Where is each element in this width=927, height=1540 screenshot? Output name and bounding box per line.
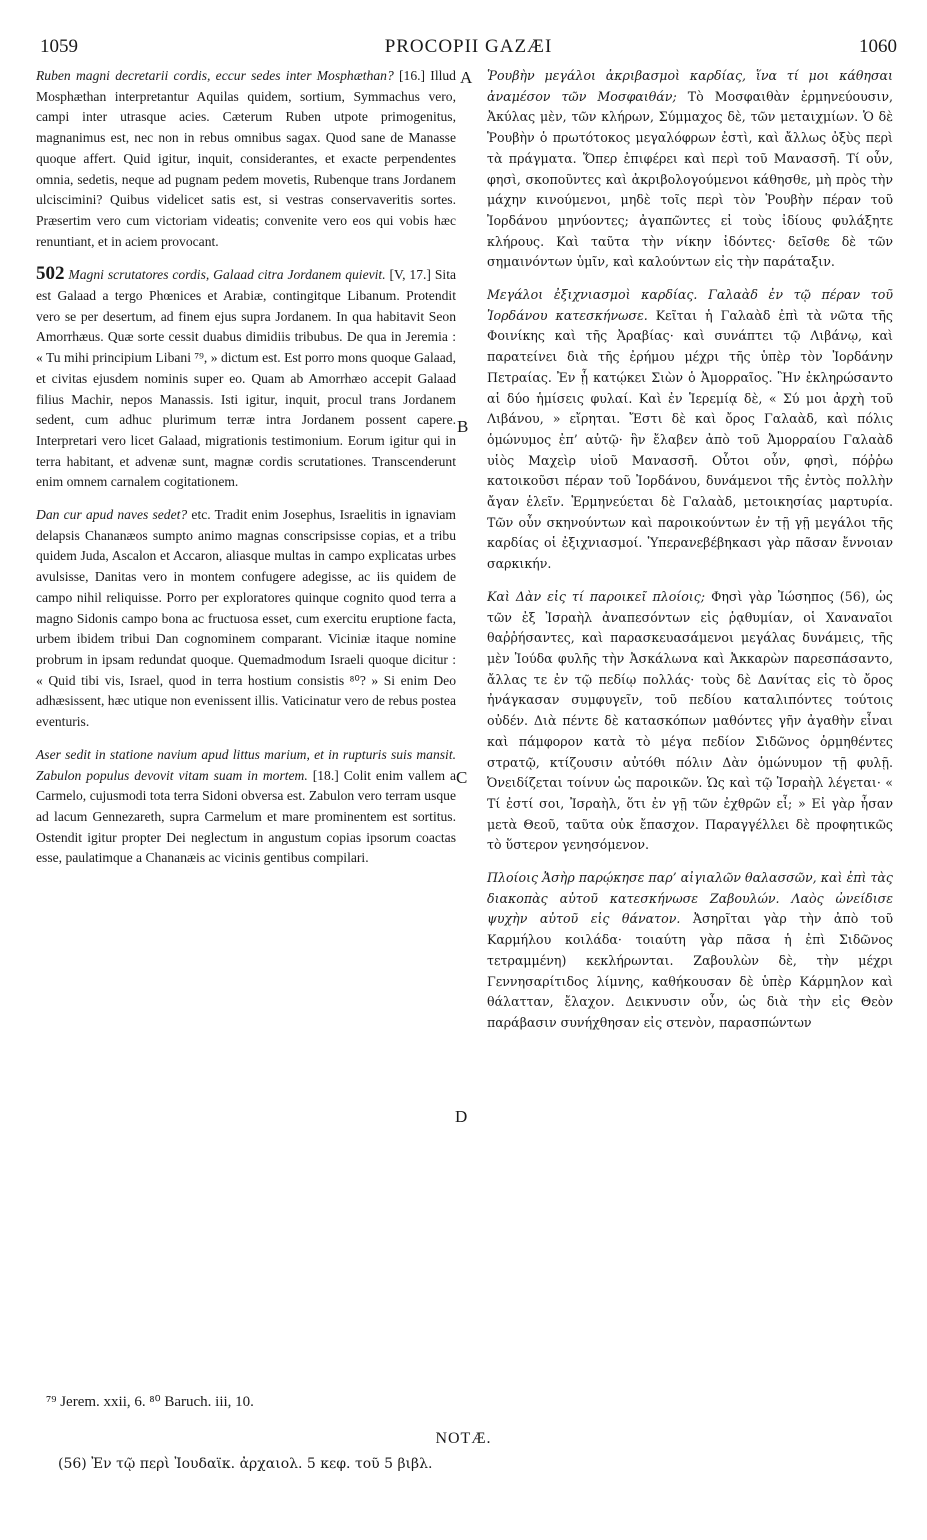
greek-paragraph: [487, 868, 893, 1034]
lemma: Ruben magni decretarii cordis, eccur sedes inter Mosphæthan?: [36, 68, 394, 83]
margin-mark-d: D: [455, 1107, 468, 1126]
paragraph-text: [16.] Illud Mosphæthan interpretantur Aquilas quidem, sortium, Symmachus vero, campi inter utrasque acies. Cæterum Ruben utpote primogenitus, magnanimus est, nec non in rebus omnibus sagax. Quod sane de Manasse quoque affert. Quid igitur, inquit, considerantes, et exacte perpendentes omnia, sedetis, neque ad pugnam pedem movetis, Rubenque trans Jordanem ulciscimini? Quibus videlicet satis est, si vestras conservaveritis sortes. Præsertim vero cum victoriam videatis; convenite vero eos qui vobis hæc renuntiant, et in aciem provocant.: [36, 68, 456, 249]
latin-paragraph: [36, 66, 456, 252]
latin-paragraph: [36, 745, 456, 869]
latin-column: [36, 66, 456, 881]
paragraph-text: [V, 17.] Sita est Galaad a tergo Phœnices et Arabiæ, contingitque Libanum. Protendit vero se per desertum, ad finem ejus supra Jordanem. In qua habitavit Seon Amorrhæus. Quæ sorte cessit duabus dimidiis tribubus. De qua in Jeremia : « Tu mihi principium Libani ⁷⁹, » dictum est. Est porro mons quoque Galaad, et civitas ejusdem nominis super eo. Quam ab Amorrhæo accepit Galaad filius Machir, nepos Manassis. Isti igitur, inquit, procul trans Jordanem sedent, cum adhuc plurimum terræ intra Jordanem possent capere. Interpretari vero licet Galaad, migrationis testimonium. Eorum igitur qui in terra habitant, et advenæ sunt, magnæ cordis scrutationes. Transcenderunt enim omnem carnalem cogitationem.: [36, 267, 457, 490]
margin-mark-c: C: [456, 768, 468, 787]
running-title: PROCOPII GAZÆI: [384, 36, 553, 57]
lemma: Dan cur apud naves sedet?: [36, 507, 188, 523]
greek-paragraph: [487, 587, 893, 856]
greek-paragraph: [487, 66, 893, 273]
margin-mark-b: B: [457, 417, 469, 436]
paragraph-text: Φησὶ γὰρ Ἰώσηπος (56), ὡς τῶν ἐξ Ἰσραὴλ ἀναπεσόντων εἰς ῥᾳθυμίαν, οἱ Χαναναῖοι θαῤῥήσαντες, καὶ παρασκευασάμενοι μεγάλας δυνάμεις, τῆς μὲν Ἰούδα φυλῆς τὴν Ἀσκάλωνα καὶ Ἀκκαρὼν παρεσπάσαντο, ἄλλας τε ἐν τῷ πεδίῳ πολλάς· τοὺς δὲ Δανίτας εἰς τὸ ὄρος ἠνάγκασαν συμφυγεῖν, τοῦ πεδίου καταλιπόντες τούτοις οὐδέν. Διὰ πέντε δὲ κατασκόπων μαθόντες γῆν ἀγαθὴν εἶναι καὶ πάμφορον κατὰ τὸ μέγα πεδίον Σιδῶνος ὁρμηθέντες στρατῷ, κτίζουσιν αὐτόθι πόλιν Δὰν ὁμώνυμον τῇ φυλῇ. Ὀνειδίζεται τοίνυν ὡς παροικῶν. Ὡς καὶ τῷ Ἰσραὴλ λέγεται· « Τί ἐστί σοι, Ἰσραὴλ, ὅτι ἐν γῇ τῶν ἐχθρῶν εἶ; » Εἰ γὰρ ἦσαν μετὰ Θεοῦ, ταῦτα οὐκ ἔπασχον. Παραγγέλλει δὲ προφητικῶς τὸ ὕστερον γενησόμενον.: [487, 588, 893, 853]
notes-title: NOTÆ.: [435, 1430, 492, 1447]
lemma: Καὶ Δὰν εἰς τί παροικεῖ πλοίοις;: [487, 588, 706, 604]
paragraph-text: etc. Tradit enim Josephus, Israelitis in ignaviam delapsis Chananæos sumpto animo magnas conscripsisse copias, et a tribu quidem Juda, Ascalon et Accaron, aliasque multas in campo explicatas urbes avulsisse, Danitas vero in montem confugere adegisse, ac iis quidem de campo nihil reliquisse. Porro per exploratores quinque cognito quod terra a magno Sidonis campo bona ac fructuosa esset, cum exercitu eruptione facta, urbem ibidem tribui Dan cognominem comparant. Viciniæ itaque nomine probrum in ipsam redundat quoque. Quemadmodum Israeli quoque dicitur : « Quid tibi vis, Israel, quod in terra hostium consistis ⁸⁰? » Si enim Deo adhæsissent, hæc utique non evenissent illis. Vaticinatur vero de rebus postea eventuris.: [36, 507, 456, 730]
lemma: Aser sedit in statione navium apud littus marium, et in rupturis suis mansit. Zabulon populus devovit vitam suam in mortem.: [36, 746, 456, 783]
page-header: [40, 36, 897, 60]
paragraph-text: Ἀσηρῖται γὰρ τὴν ἀπὸ τοῦ Καρμήλου κοιλάδα· τοιαύτη γὰρ πᾶσα ἡ ἐπὶ Σιδῶνος τετραμμένη) κεκλήρωνται. Ζαβουλὼν δὲ, τὴν μέχρι Γεννησαρίτιδος λίμνης, καθήκουσαν δὲ ὑπὲρ Κάρμηλον καὶ θάλατταν, ἔλαχον. Δεικνυσιν οὖν, ὡς διὰ τὴν εἰς Θεὸν παράβασιν συνήχθησαν εἰς στενὸν, παρασπώντων: [487, 911, 893, 1030]
page-number-left: 1059: [40, 36, 78, 57]
footnotes: ⁷⁹ Jerem. xxii, 6. ⁸⁰ Baruch. iii, 10.: [46, 1394, 254, 1410]
paragraph-text: [18.] Colit enim vallem a Carmelo, cujusmodi tota terra Sidoni obversa est. Zabulon vero terram usque ad lacum Gennezareth, supra Carmelum et mare prominentem est sortitus. Ostendit igitur propter Dei neglectum in angustum copias ipsorum coactas esse, paulatimque a Chananæis ac vicinis gentibus compilari.: [36, 767, 457, 866]
notes-text: (56) Ἐν τῷ περὶ Ἰουδαϊκ. ἀρχαιολ. 5 κεφ. τοῦ 5 βιβλ.: [58, 1456, 433, 1472]
page-number-right: 1060: [859, 36, 897, 57]
latin-paragraph: [36, 505, 456, 733]
margin-mark-a: A: [460, 68, 473, 87]
greek-paragraph: [487, 285, 893, 575]
greek-column: [487, 66, 893, 1046]
paragraph-text: Τὸ Μοσφαιθὰν ἑρμηνεύουσιν, Ἀκύλας μὲν, τῶν κλήρων, Σύμμαχος δὲ, τῶν μεταιχμίων. Ὁ δὲ Ῥουβὴν ὁ πρωτότοκος μεγαλόφρων ἐστὶ, καὶ ἄλλως ὀξὺς περὶ τὰ πράγματα. Ὅπερ ἐπιφέρει καὶ περὶ τοῦ Μανασσῆ. Τί οὖν, φησὶ, σκοποῦντες καὶ ἀκριβολογούμενοι κάθησθε, μὴ πρὸς τὴν μάχην κινούμενοι, μηδὲ τοῖς περὶ τὸν Ῥουβὴν πέραν τοῦ Ἰορδάνου μηνύοντες; ἀγαπῶντες εἰ τοὺς ἰδίους φυλάξητε κλήρους. Καὶ ταῦτα τὴν νίκην ἰδόντες· δεῖσθε δὲ τῶν σημαινόντων ὑμῖν, καὶ καλούντων εἰς τὴν παράταξιν.: [487, 88, 893, 270]
latin-paragraph: [36, 264, 456, 493]
lemma: Πλοίοις Ἀσὴρ παρῴκησε παρ’ αἰγιαλῶν θαλασσῶν, καὶ ἐπὶ τὰς διακοπὰς αὐτοῦ κατεσκήνωσε Ζαβουλών. Λαὸς ὠνείδισε ψυχὴν αὐτοῦ εἰς θάνατον.: [487, 870, 893, 927]
lemma: Μεγάλοι ἐξιχνιασμοὶ καρδίας. Γαλαὰδ ἐν τῷ πέραν τοῦ Ἰορδάνου κατεσκήνωσε.: [487, 287, 893, 323]
section-number: 502: [36, 263, 65, 285]
lemma: Ῥουβὴν μεγάλοι ἀκριβασμοὶ καρδίας, ἵνα τί μοι κάθησαι ἀναμέσον τῶν Μοσφαιθάν;: [487, 68, 893, 104]
lemma: Magni scrutatores cordis, Galaad citra Jordanem quievit.: [68, 267, 386, 283]
paragraph-text: Κεῖται ἡ Γαλαὰδ ἐπὶ τὰ νῶτα τῆς Φοινίκης καὶ τῆς Ἀραβίας· καὶ συνάπτει τῷ Λιβάνῳ, καὶ παρατείνει διὰ τῆς ἐρήμου μέχρι τῆς ὑπὲρ τὸν Ἰορδάνην Πετραίας. Ἐν ᾗ κατῴκει Σιὼν ὁ Ἀμορραῖος. Ἣν ἐκληρώσαντο αἱ δύο ἡμίσεις φυλαί. Καὶ ἐν Ἱερεμίᾳ δὲ, « Σύ μοι ἀρχὴ τοῦ Λιβάνου, » εἴρηται. Ἔστι δὲ καὶ ὄρος Γαλαὰδ, καὶ πόλις ὁμώνυμος ἐπ’ αὐτῷ· ἣν ἔλαβεν ἀπὸ τοῦ Ἀμορραίου Γαλαὰδ υἱὸς Μαχεὶρ υἱοῦ Μανασσῆ. Οὗτοι οὖν, φησὶ, πόῤῥω κατοικοῦσι πέραν τοῦ Ἰορδάνου, δυνάμενοι τῆς ἐντὸς πολλὴν ἄγαν ἑλεῖν. Ἑρμηνεύεται δὲ Γαλαὰδ, μετοικησίας μαρτυρία. Τῶν οὖν σκηνούντων καὶ παροικούντων ἐν τῇ γῇ μεγάλοι τῆς καρδίας οἱ ἐξιχνιασμοί. Ὑπερανεβέβηκασι γὰρ πᾶσαν ἔννοιαν σαρκικήν.: [487, 307, 893, 572]
